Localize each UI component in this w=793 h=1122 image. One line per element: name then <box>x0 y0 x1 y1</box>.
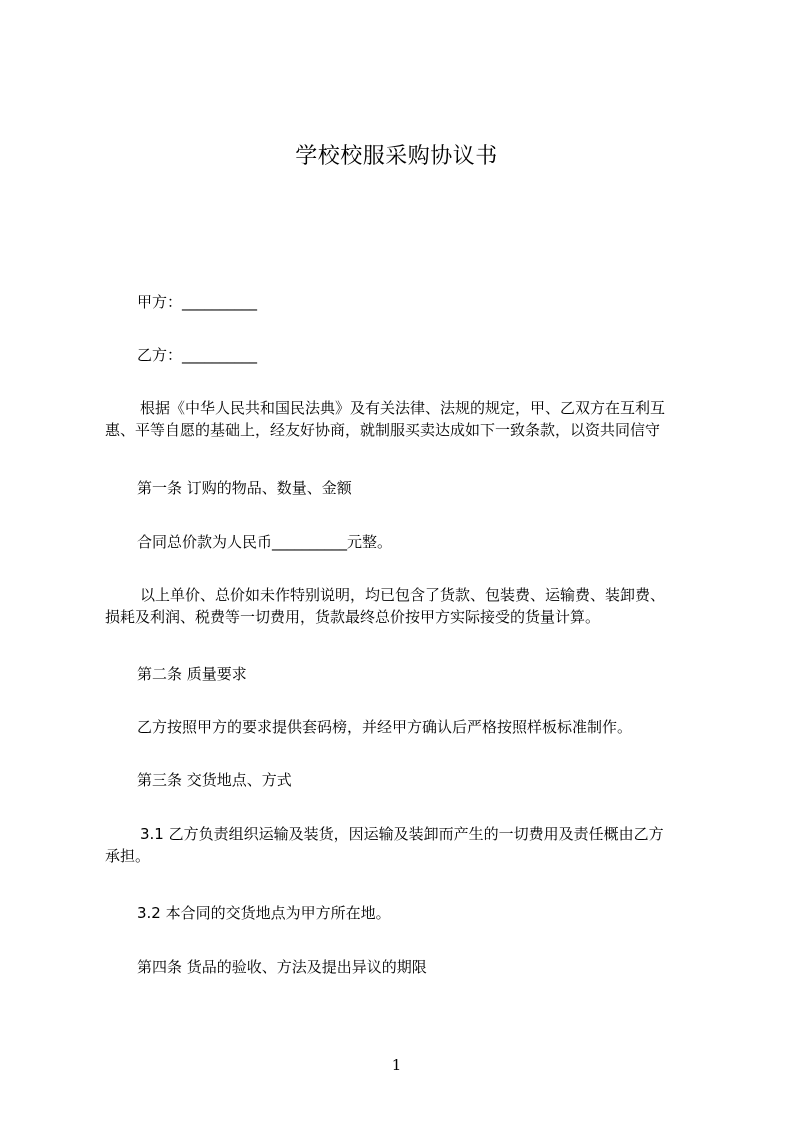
price-note-paragraph <box>105 584 705 628</box>
price-note-line-1: 以上单价、总价如未作特别说明，均已包含了货款、包装费、运输费、装卸费、 <box>140 586 666 604</box>
price-note-line-2: 损耗及利润、税费等一切费用，货款最终总价按甲方实际接受的货量计算。 <box>105 608 601 626</box>
clause-3-1-paragraph <box>105 823 705 867</box>
intro-line-2: 惠、平等自愿的基础上，经友好协商，就制服买卖达成如下一致条款，以资共同信守 <box>105 421 661 439</box>
document-title: 学校校服采购协议书 <box>295 144 498 169</box>
article-2-heading: 第二条 质量要求 <box>137 665 247 683</box>
quality-text: 乙方按照甲方的要求提供套码榜，并经甲方确认后严格按照样板标准制作。 <box>137 718 633 736</box>
intro-line-1: 根据《中华人民共和国民法典》及有关法律、法规的规定，甲、乙双方在互利互 <box>140 399 666 417</box>
clause-3-1-line-2: 承担。 <box>105 847 151 865</box>
clause-3-1-line-1: 3.1 乙方负责组织运输及装货，因运输及装卸而产生的一切费用及责任概由乙方 <box>140 825 664 843</box>
party-b-line: 乙方：__________ <box>137 346 258 364</box>
party-a-line: 甲方：__________ <box>137 293 258 311</box>
page-number: 1 <box>391 1056 402 1074</box>
intro-paragraph <box>105 397 705 441</box>
total-price-line: 合同总价款为人民币__________元整。 <box>137 533 393 551</box>
article-4-heading: 第四条 货品的验收、方法及提出异议的期限 <box>137 958 427 976</box>
clause-3-2: 3.2 本合同的交货地点为甲方所在地。 <box>137 904 391 922</box>
article-3-heading: 第三条 交货地点、方式 <box>137 771 292 789</box>
article-1-heading: 第一条 订购的物品、数量、金额 <box>137 479 352 497</box>
